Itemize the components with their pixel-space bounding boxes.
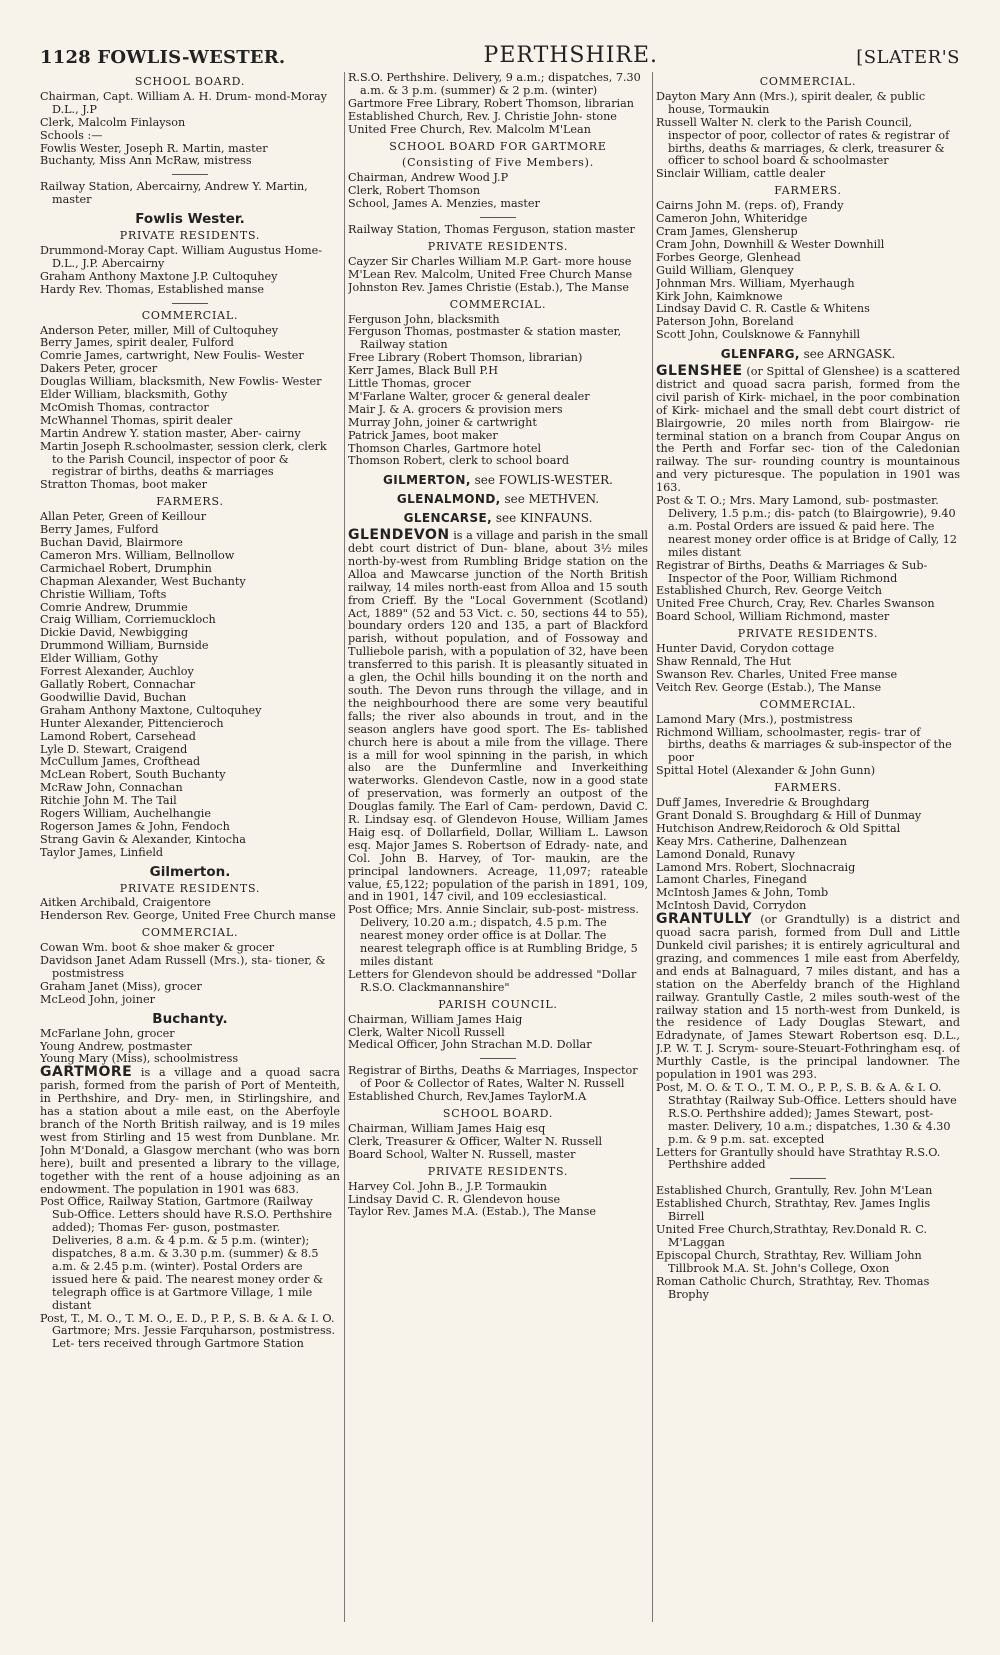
- directory-entry: McWhannel Thomas, spirit dealer: [40, 413, 233, 427]
- directory-entry: Martin Andrew Y. station master, Aber- cairny: [40, 426, 301, 440]
- cross-reference-place: GLENFARG,: [720, 347, 800, 362]
- directory-entry: Elder William, Gothy: [40, 652, 159, 666]
- directory-entry: Medical Officer, John Strachan M.D. Dollar: [348, 1038, 592, 1052]
- place-heading: Fowlis Wester.: [135, 211, 245, 228]
- directory-entry: Railway Station, Abercairny, Andrew Y. Martin, master: [40, 180, 308, 207]
- directory-entry: Lamond Mary (Mrs.), postmistress: [656, 712, 853, 726]
- directory-entry: Buchanty, Miss Ann McRaw, mistress: [40, 154, 252, 168]
- directory-entry: Grant Donald S. Broughdarg & Hill of Dunmay: [656, 808, 922, 822]
- directory-entry: Craig William, Corriemuckloch: [40, 613, 216, 627]
- place-name: GLENDEVON: [348, 527, 450, 544]
- directory-entry: Cameron Mrs. William, Bellnollow: [40, 548, 235, 562]
- directory-entry: Russell Walter N. clerk to the Parish Council, inspector of poor, collector of rates & registrar of births, deaths & marriages, & clerk, treasurer & officer to school board & schoolmaster: [656, 115, 950, 168]
- section-heading: PRIVATE RESIDENTS.: [427, 239, 569, 253]
- section-heading: PRIVATE RESIDENTS.: [427, 1164, 569, 1178]
- directory-entry: Hunter David, Corydon cottage: [656, 642, 835, 656]
- directory-entry: Board School, Walter N. Russell, master: [348, 1147, 576, 1161]
- directory-entry: McIntosh David, Corrydon: [656, 899, 807, 913]
- directory-entry: Guild William, Glenquey: [656, 263, 794, 277]
- directory-entry: Post & T. O.; Mrs. Mary Lamond, sub- postmaster. Delivery, 1.5 p.m.; dis- patch (to Blairgowrie), 9.40 a.m. Postal Orders are issued & paid here. The nearest money order office is at Bridge of Cally, 12 miles distant: [656, 494, 958, 559]
- place-description: [40, 1066, 340, 1196]
- directory-entry: Swanson Rev. Charles, United Free manse: [656, 667, 898, 681]
- column-left: [40, 72, 340, 1632]
- directory-entry: Patrick James, boot maker: [348, 428, 498, 442]
- page-number-and-place: 1128 FOWLIS-WESTER.: [40, 47, 286, 68]
- directory-entry: Gartmore Free Library, Robert Thomson, librarian: [348, 96, 634, 110]
- separator-rule: [172, 174, 208, 175]
- place-description: [348, 529, 648, 904]
- directory-entry: Carmichael Robert, Drumphin: [40, 561, 212, 575]
- directory-entry: Cairns John M. (reps. of), Frandy: [656, 199, 844, 213]
- directory-entry: Rogerson James & John, Fendoch: [40, 819, 230, 833]
- directory-entry: Lamont Charles, Finegand: [656, 873, 807, 887]
- directory-entry: Cowan Wm. boot & shoe maker & grocer: [40, 941, 275, 955]
- directory-entry: Clerk, Walter Nicoll Russell: [348, 1025, 505, 1039]
- directory-entry: Forbes George, Glenhead: [656, 250, 801, 264]
- cross-reference-target: see KINFAUNS.: [492, 511, 593, 526]
- directory-entry: Drummond William, Burnside: [40, 639, 209, 653]
- cross-reference-target: see ARNGASK.: [799, 347, 896, 362]
- directory-entry: Schools :—: [40, 128, 103, 142]
- directory-entry: Keay Mrs. Catherine, Dalhenzean: [656, 834, 847, 848]
- cross-reference-place: GLENALMOND,: [396, 492, 501, 507]
- directory-entry: Davidson Janet Adam Russell (Mrs.), sta- tioner, & postmistress: [40, 954, 326, 980]
- directory-entry: Cram John, Downhill & Wester Downhill: [656, 237, 885, 251]
- directory-entry: Graham Anthony Maxtone, Cultoquhey: [40, 703, 262, 717]
- section-heading: PRIVATE RESIDENTS.: [119, 881, 261, 895]
- directory-entry: McFarlane John, grocer: [40, 1026, 175, 1040]
- directory-entry: Cayzer Sir Charles William M.P. Gart- more house: [348, 254, 632, 268]
- directory-entry: Dayton Mary Ann (Mrs.), spirit dealer, & public house, Tormaukin: [656, 89, 926, 116]
- place-name: GLENSHEE: [656, 363, 743, 380]
- directory-entry: Johnston Rev. James Christie (Estab.), The Manse: [348, 280, 630, 294]
- directory-entry: M'Lean Rev. Malcolm, United Free Church Manse: [348, 267, 633, 281]
- section-heading: SCHOOL BOARD.: [134, 75, 246, 88]
- column-right: [656, 72, 960, 1632]
- directory-entry: Anderson Peter, miller, Mill of Cultoquhey: [40, 323, 279, 337]
- section-heading: COMMERCIAL.: [759, 75, 857, 88]
- directory-entry: Allan Peter, Green of Keillour: [40, 510, 207, 524]
- directory-entry: Forrest Alexander, Auchloy: [40, 665, 194, 679]
- directory-entry: Cram James, Glensherup: [656, 224, 798, 238]
- directory-entry: Dakers Peter, grocer: [40, 362, 158, 376]
- directory-entry: Taylor James, Linfield: [40, 845, 164, 859]
- place-name: GRANTULLY: [656, 911, 753, 928]
- directory-entry: Comrie James, cartwright, New Foulis- Wester: [40, 349, 304, 363]
- directory-entry: Veitch Rev. George (Estab.), The Manse: [656, 680, 882, 694]
- directory-entry: Free Library (Robert Thomson, librarian): [348, 351, 583, 365]
- section-heading: FARMERS.: [774, 781, 842, 795]
- directory-entry: Harvey Col. John B., J.P. Tormaukin: [348, 1179, 547, 1193]
- section-heading: (Consisting of Five Members).: [402, 156, 594, 170]
- description-text: is a village and parish in the small debt court district of Dun- blane, about 3½ miles north-by-west from Rumbling Bridge station on the Alloa and Mawcarse junction of the North British railway, 14 miles north-east from Alloa and 15 south from Crieff. By the "Local Government (Scotland) Act, 1889" (52 and 53 Vict. c. 50, sections 44 to 55), boundary orders 120 and 135, a part of Blackford parish, without population, and of Fossoway and Tulliebole parish, with a population of 32, have been transferred to this parish. It is pleasantly situated in a glen, the Ochil hills bounding it on the north and south. The Devon runs through the village, and in the neighbourhood there are some very beautiful falls; the river also abounds in trout, and in the season anglers have good sport. The Es- tablished church here is about a mile from the village. There is a mill for wool spinning in the parish, in which also are the Dunfermline and Inverkeithing waterworks. Glendevon Castle, now in a good state of preservation, was formerly an outpost of the Douglas family. The Earl of Cam- perdown, David C. R. Lindsay esq. of Glendevon House, William James Haig esq. of Dollarfield, Dollar, William L. Lawson esq. Major James S. Robertson of Edrady- nate, and Col. John B. Harvey, of Tor- maukin, are the principal landowners. Acreage, 11,097; rateable value, £5,122; population of the parish in 1891, 109, and in 1901, 147 civil, and 109 ecclesiastical.: [348, 529, 648, 904]
- directory-entry: Aitken Archibald, Craigentore: [40, 896, 211, 910]
- section-heading: FARMERS.: [156, 495, 224, 509]
- section-heading: COMMERCIAL.: [141, 308, 239, 322]
- directory-entry: Thomson Charles, Gartmore hotel: [348, 441, 542, 455]
- directory-entry: United Free Church, Cray, Rev. Charles Swanson: [656, 597, 935, 611]
- directory-entry: Chairman, Andrew Wood J.P: [348, 171, 509, 185]
- section-heading: COMMERCIAL.: [759, 697, 857, 711]
- directory-entry: R.S.O. Perthshire. Delivery, 9 a.m.; dispatches, 7.30 a.m. & 3 p.m. (summer) & 2 p.m. (winter): [348, 72, 641, 97]
- directory-entry: Christie William, Tofts: [40, 587, 167, 601]
- publisher-mark: [SLATER'S: [856, 47, 960, 68]
- directory-entry: Spittal Hotel (Alexander & John Gunn): [656, 764, 876, 778]
- section-heading: COMMERCIAL.: [449, 297, 547, 311]
- directory-entry: Berry James, spirit dealer, Fulford: [40, 336, 234, 350]
- directory-entry: Established Church, Grantully, Rev. John M'Lean: [656, 1184, 933, 1198]
- directory-entry: Murray John, joiner & cartwright: [348, 415, 537, 429]
- directory-entry: Clerk, Treasurer & Officer, Walter N. Russell: [348, 1134, 603, 1148]
- directory-entry: Ferguson Thomas, postmaster & station master, Railway station: [348, 325, 622, 352]
- directory-entry: Registrar of Births, Deaths & Marriages & Sub-Inspector of the Poor, William Richmond: [656, 558, 928, 585]
- cross-reference: [348, 493, 648, 506]
- separator-rule: [172, 303, 208, 304]
- directory-entry: McCullum James, Crofthead: [40, 755, 201, 769]
- column-middle: [348, 72, 648, 1632]
- directory-entry: Letters for Glendevon should be addressed "Dollar R.S.O. Clackmannanshire": [348, 967, 637, 994]
- cross-reference-place: GLENCARSE,: [403, 511, 493, 526]
- directory-entry: Chairman, William James Haig: [348, 1012, 523, 1026]
- directory-entry: Graham Anthony Maxtone J.P. Cultoquhey: [40, 269, 278, 283]
- directory-entry: Strang Gavin & Alexander, Kintocha: [40, 832, 246, 846]
- directory-entry: Post, T., M. O., T. M. O., E. D., P. P., S. B. & A. & I. O. Gartmore; Mrs. Jessie Farquharson, postmistress. Let- ters received through Gartmore Station: [40, 1311, 336, 1351]
- directory-entry: Hunter Alexander, Pittencieroch: [40, 716, 224, 730]
- directory-entry: Lindsay David C. R. Glendevon house: [348, 1192, 561, 1206]
- directory-entry: Drummond-Moray Capt. William Augustus Home- D.L., J.P. Abercairny: [40, 243, 323, 270]
- directory-entry: M'Farlane Walter, grocer & general dealer: [348, 389, 590, 403]
- directory-entry: Gallatly Robert, Connachar: [40, 677, 196, 691]
- section-heading: SCHOOL BOARD FOR GARTMORE: [389, 139, 607, 153]
- directory-entry: Mair J. & A. grocers & provision mers: [348, 402, 563, 416]
- directory-entry: Board School, William Richmond, master: [656, 610, 890, 624]
- directory-entry: Established Church, Rev. George Veitch: [656, 584, 882, 598]
- directory-entry: Lamond Robert, Carsehead: [40, 729, 196, 743]
- county-title: PERTHSHIRE.: [483, 43, 658, 68]
- directory-entry: Johnman Mrs. William, Myerhaugh: [656, 276, 855, 290]
- directory-entry: Young Mary (Miss), schoolmistress: [40, 1052, 239, 1066]
- directory-entry: Goodwillie David, Buchan: [40, 690, 187, 704]
- directory-entry: Young Andrew, postmaster: [40, 1039, 192, 1053]
- directory-entry: Lindsay David C. R. Castle & Whitens: [656, 302, 870, 316]
- directory-entry: Fowlis Wester, Joseph R. Martin, master: [40, 141, 268, 155]
- directory-entry: Letters for Grantully should have Strathtay R.S.O. Perthshire added: [656, 1145, 941, 1172]
- directory-entry: Dickie David, Newbigging: [40, 626, 189, 640]
- directory-entry: Thomson Robert, clerk to school board: [348, 454, 569, 468]
- directory-entry: Registrar of Births, Deaths & Marriages, Inspector of Poor & Collector of Rates, Walter N. Russell: [348, 1064, 638, 1091]
- separator-rule: [480, 217, 516, 218]
- place-name: GARTMORE: [40, 1064, 133, 1081]
- directory-entry: Scott John, Coulsknowe & Fannyhill: [656, 328, 861, 342]
- directory-entry: Elder William, blacksmith, Gothy: [40, 388, 228, 402]
- directory-entry: School, James A. Menzies, master: [348, 197, 540, 211]
- directory-entry: Henderson Rev. George, United Free Church manse: [40, 909, 336, 923]
- directory-entry: Ritchie John M. The Tail: [40, 794, 177, 808]
- directory-entry: McIntosh James & John, Tomb: [656, 886, 829, 900]
- separator-rule: [480, 1058, 516, 1059]
- cross-reference: [348, 512, 648, 525]
- cross-reference-target: see FOWLIS-WESTER.: [470, 473, 613, 488]
- directory-entry: Buchan David, Blairmore: [40, 536, 183, 549]
- place-description: [656, 913, 960, 1082]
- directory-entry: McLeod John, joiner: [40, 992, 155, 1006]
- directory-entry: Clerk, Robert Thomson: [348, 184, 481, 198]
- directory-entry: Douglas William, blacksmith, New Fowlis- Wester: [40, 375, 322, 389]
- directory-entry: Post Office; Mrs. Annie Sinclair, sub-post- mistress. Delivery, 10.20 a.m.; dispatch, 4.5 p.m. The nearest money order office is at Dollar. The nearest telegraph office is at Rumbling Bridge, 5 miles distant: [348, 903, 639, 968]
- directory-entry: Kerr James, Black Bull P.H: [348, 364, 498, 378]
- section-heading: FARMERS.: [774, 184, 842, 198]
- directory-entry: Chairman, William James Haig esq: [348, 1121, 546, 1135]
- directory-entry: Established Church, Strathtay, Rev. James Inglis Birrell: [656, 1197, 931, 1224]
- directory-entry: Martin Joseph R.schoolmaster, session clerk, clerk to the Parish Council, inspector of poor & registrar of births, deaths & marriages: [40, 439, 327, 479]
- section-heading: PARISH COUNCIL.: [438, 997, 558, 1011]
- directory-entry: Established Church, Rev. J. Christie John- stone: [348, 109, 617, 123]
- directory-entry: Duff James, Inveredrie & Broughdarg: [656, 796, 870, 810]
- page-header: [40, 28, 960, 68]
- section-heading: PRIVATE RESIDENTS.: [737, 627, 879, 641]
- directory-entry: Post, M. O. & T. O., T. M. O., P. P., S. B. & A. & I. O. Strathtay (Railway Sub-Office. Letters should have R.S.O. Perthshire added); James Stewart, post- master. Delivery, 10 a.m.; dispatches, 1.30 & 4.30 p.m. & 9 p.m. sat. excepted: [656, 1080, 957, 1146]
- description-text: (or Grandtully) is a district and quoad sacra parish, formed from Dull and Little Dunkeld civil parishes; it is entirely agricultural and grazing, and commences 1 mile east from Aberfeldy, and ends at Balnaguard, 7 miles distant, and has a station on the Aberfeldy branch of the Highland railway. Grantully Castle, 2 miles south-west of the railway station and 15 north-west from Dunkeld, is the residence of Lady Douglas Stewart, and Edradynate, of James Stewart Robertson esq. D.L., J.P. W. T. J. Scrym- soure-Steuart-Fothringham esq. of Murthly Castle, is the principal landowner. The population in 1901 was 293.: [656, 913, 960, 1082]
- place-heading: Gilmerton.: [149, 863, 231, 880]
- directory-entry: Roman Catholic Church, Strathtay, Rev. Thomas Brophy: [656, 1274, 930, 1301]
- directory-entry: Little Thomas, grocer: [348, 377, 471, 391]
- directory-entry: Taylor Rev. James M.A. (Estab.), The Manse: [348, 1205, 597, 1219]
- directory-entry: Clerk, Malcolm Finlayson: [40, 115, 186, 129]
- directory-entry: Post Office, Railway Station, Gartmore (Railway Sub-Office. Letters should have R.S.O. Perthshire added); Thomas Fer- guson, postmaster. Deliveries, 8 a.m. & 4 p.m. & 5 p.m. (winter); dispatches, 8 a.m. & 3.30 p.m. (summer) & 8.5 a.m. & 2.45 p.m. (winter). Postal Orders are issued here & paid. The nearest money order & telegraph office is at Gartmore Village, 1 mile distant: [40, 1195, 332, 1312]
- directory-entry: Kirk John, Kaimknowe: [656, 289, 783, 303]
- directory-entry: Shaw Rennald, The Hut: [656, 654, 791, 668]
- directory-entry: Paterson John, Boreland: [656, 315, 794, 329]
- section-heading: COMMERCIAL.: [141, 926, 239, 940]
- directory-entry: Ferguson John, blacksmith: [348, 312, 500, 326]
- place-heading: Buchanty.: [152, 1010, 228, 1027]
- directory-entry: McLean Robert, South Buchanty: [40, 768, 226, 782]
- directory-entry: Established Church, Rev.James TaylorM.A: [348, 1090, 587, 1104]
- directory-entry: Sinclair William, cattle dealer: [656, 167, 826, 181]
- directory-entry: McOmish Thomas, contractor: [40, 400, 209, 414]
- directory-entry: Rogers William, Auchelhangie: [40, 807, 211, 821]
- description-text: (or Spittal of Glenshee) is a scattered district and quoad sacra parish, formed from the civil parish of Kirk- michael, in the poor combination of Kirk- michael and the small debt court district of Blairgowrie, 20 miles north from Blairgow- rie terminal station on a branch from Coupar Angus on the Perth and Forfar sec- tion of the Caledonian railway. The sur- rounding country is mountainous and very picturesque. The population in 1901 was 163.: [656, 365, 960, 495]
- directory-entry: Richmond William, schoolmaster, regis- trar of births, deaths & marriages & sub-inspector of the poor: [656, 725, 952, 765]
- place-description: [656, 365, 960, 495]
- directory-entry: McRaw John, Connachan: [40, 781, 183, 795]
- directory-entry: Graham Janet (Miss), grocer: [40, 979, 202, 993]
- cross-reference-target: see METHVEN.: [500, 492, 600, 507]
- directory-entry: Lyle D. Stewart, Craigend: [40, 742, 188, 756]
- cross-reference: [656, 348, 960, 361]
- directory-entry: Berry James, Fulford: [40, 523, 159, 537]
- directory-entry: Chairman, Capt. William A. H. Drum- mond-Moray D.L., J.P: [40, 89, 327, 116]
- directory-entry: United Free Church,Strathtay, Rev.Donald R. C. M'Laggan: [656, 1223, 928, 1249]
- cross-reference-place: GILMERTON,: [383, 473, 471, 488]
- directory-entry: Hutchison Andrew,Reidoroch & Old Spittal: [656, 821, 901, 835]
- section-heading: SCHOOL BOARD.: [442, 1107, 554, 1121]
- directory-entry: United Free Church, Rev. Malcolm M'Lean: [348, 122, 591, 136]
- directory-entry: Hardy Rev. Thomas, Established manse: [40, 282, 265, 296]
- columns: [40, 72, 960, 1632]
- directory-entry: Cameron John, Whiteridge: [656, 212, 808, 226]
- section-heading: PRIVATE RESIDENTS.: [119, 229, 261, 243]
- cross-reference: [348, 474, 648, 487]
- description-text: is a village and a quoad sacra parish, formed from the parish of Port of Menteith, in Perthshire, and Dry- men, in Stirlingshire, and has a station about a mile east, on the Aberfoyle branch of the North British railway, and is 19 miles west from Stirling and 15 west from Dunblane. Mr. John M'Donald, a Glasgow merchant (who was born here), built and presented a library to the village, together with the rent of a house adjoining as an endowment. The population in 1901 was 683.: [40, 1066, 340, 1196]
- directory-entry: Episcopal Church, Strathtay, Rev. William John Tillbrook M.A. St. John's College, Oxon: [656, 1248, 922, 1275]
- directory-entry: Comrie Andrew, Drummie: [40, 600, 188, 614]
- directory-entry: Stratton Thomas, boot maker: [40, 478, 207, 492]
- directory-entry: Lamond Donald, Runavy: [656, 847, 795, 861]
- directory-entry: Chapman Alexander, West Buchanty: [40, 574, 246, 588]
- directory-entry: Railway Station, Thomas Ferguson, station master: [348, 223, 635, 237]
- directory-entry: Lamond Mrs. Robert, Slochnacraig: [656, 860, 856, 874]
- separator-rule: [790, 1178, 826, 1179]
